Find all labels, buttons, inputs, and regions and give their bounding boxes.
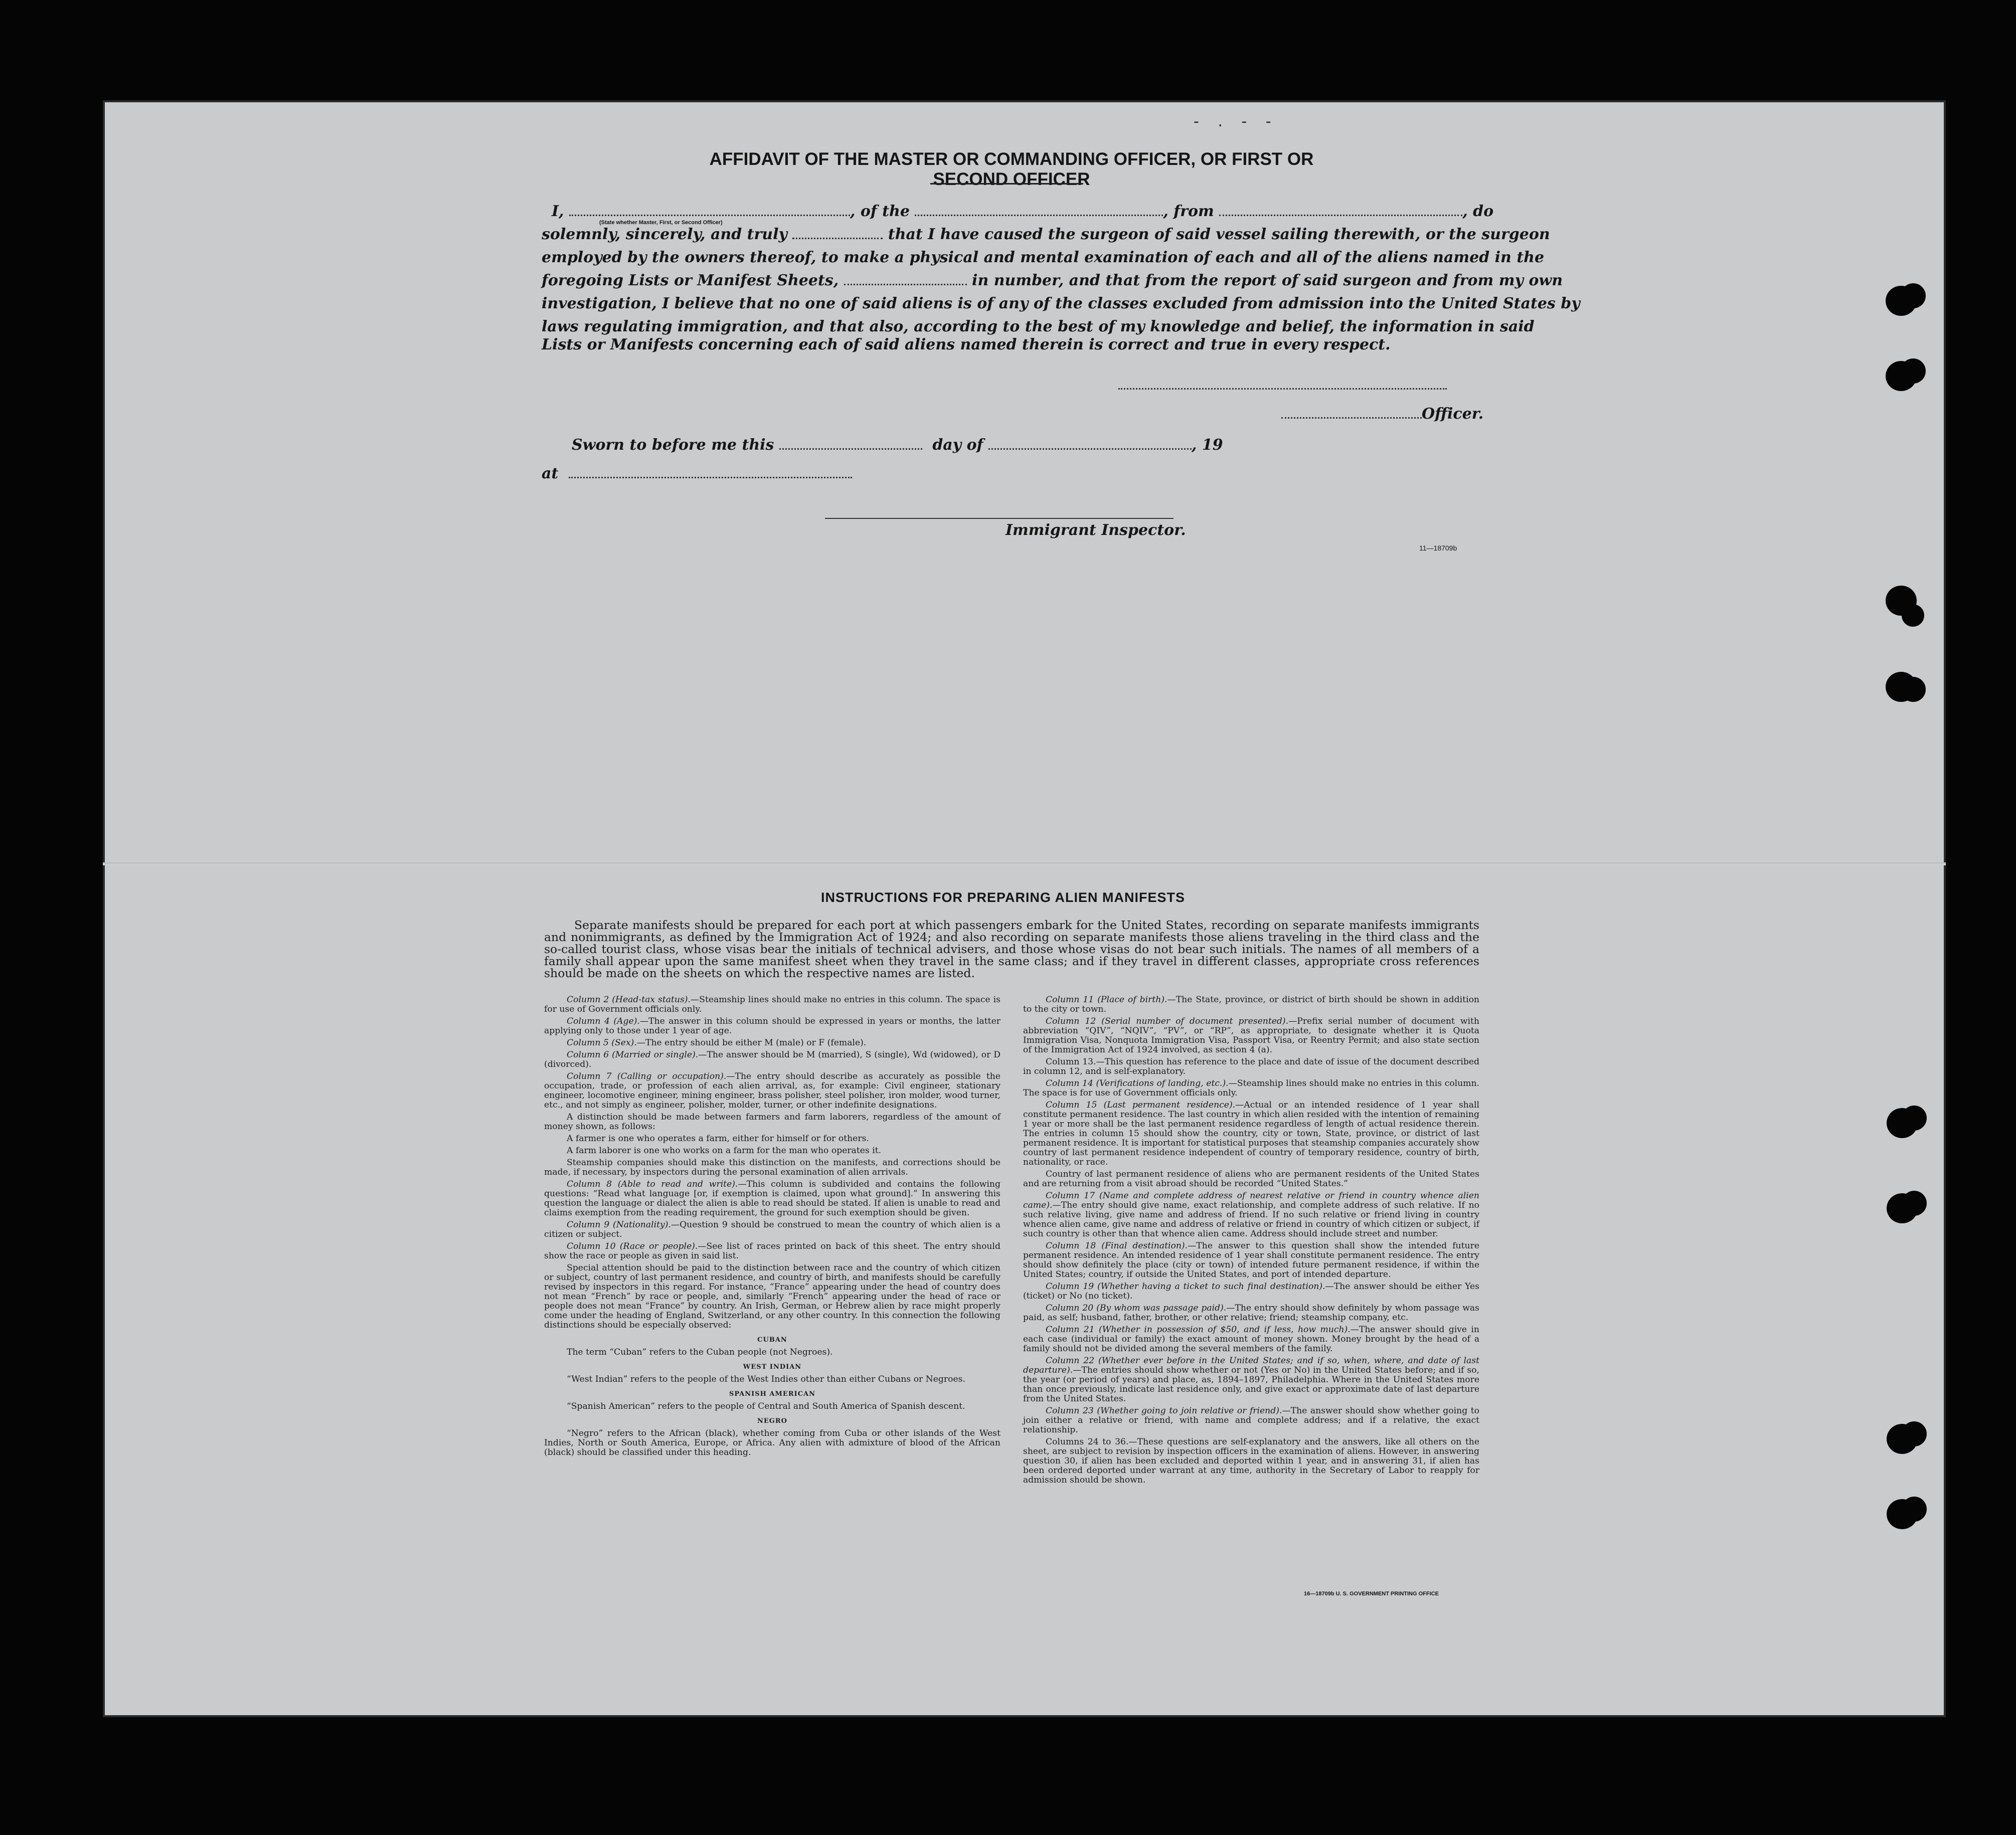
west-indian-heading: WEST INDIAN (743, 1363, 802, 1371)
text: , do (1462, 203, 1494, 220)
text: solemnly, sincerely, and truly (542, 226, 787, 243)
text: Sworn to before me this (572, 436, 774, 454)
officer-signature-field[interactable] (1281, 404, 1422, 419)
cuban-heading: CUBAN (757, 1336, 787, 1344)
printing-office-imprint: 16—18709b U. S. GOVERNMENT PRINTING OFFICE (1304, 1591, 1439, 1597)
column-14-note: Column 14 (Verifications of landing, etc.).—Steamship lines should make no entries in this column. The space is for use of Government officials only. (1023, 1078, 1479, 1098)
sworn-line (572, 435, 1223, 455)
port-field[interactable] (1219, 202, 1462, 216)
vessel-field[interactable] (915, 202, 1163, 216)
column-22-note: Column 22 (Whether ever before in the United States; and if so, when, where, and date of last departure).—The entries should show whether or not (Yes or No) in the United States before; and if so, the year (or period of years) and place, as, 1894–1897, Philadelphia. Where in the United States more than once previously, indicate last residence only, and give exact or approximate date of last departure from the United States. (1023, 1356, 1479, 1404)
column-2-note: Column 2 (Head-tax status).—Steamship lines should make no entries in this column. The space is for use of Government officials only. (544, 995, 1000, 1014)
text: day of (932, 436, 983, 454)
negro-definition: “Negro” refers to the African (black), whether coming from Cuba or other islands of the West Indies, North or South America, Europe, or Africa. Any alien with admixture of blood of the African (black) should be classified under this heading. (544, 1428, 1000, 1457)
sworn-month-field[interactable] (988, 435, 1192, 450)
column-9-note: Column 9 (Nationality).—Question 9 should be construed to mean the country of which alien is a citizen or subject. (544, 1220, 1000, 1239)
affidavit-line-4 (542, 271, 1563, 291)
steamship-note: Steamship companies should make this distinction on the manifests, and corrections should be made, if necessary, by inspectors during the personal examination of alien arrivals. (544, 1158, 1000, 1177)
affidavit-line-7: Lists or Manifests concerning each of said aliens named therein is correct and true in every respect. (542, 336, 1391, 353)
text: , of the (850, 203, 910, 220)
column-12-note: Column 12 (Serial number of document presented).—Prefix serial number of document with abbreviation “QIV”, “NQIV”, “PV”, or “RP”, as appropriate, to designate whether it is Quota Immigration Visa, Nonquota Immigration Visa, Passport Visa, or Reentry Permit; and also state section of the Immigration Act of 1924 involved, as section 4 (a). (1023, 1016, 1480, 1055)
affidavit-line-2 (542, 225, 1550, 245)
spanish-american-heading: SPANISH AMERICAN (729, 1390, 816, 1398)
sworn-day-field[interactable] (779, 435, 922, 450)
officer-rank-caption: (State whether Master, First, or Second Officer) (599, 220, 723, 226)
columns-24-36-note: Columns 24 to 36.—These questions are self-explanatory and the answers, like all others on the sheet, are subject to revision by inspection officers in the examination of aliens. However, in answering question 30, if alien has been excluded and deported within 1 year, and in answering 31, if alien has been ordered deported under warrant at any time, authority in the Secretary of Labor to reapply for admission should be shown. (1023, 1437, 1479, 1485)
affidavit-title: AFFIDAVIT OF THE MASTER OR COMMANDING OFFICER, OR FIRST OR SECOND OFFICER (709, 149, 1314, 189)
instructions-title: INSTRUCTIONS FOR PREPARING ALIEN MANIFESTS (820, 890, 1186, 905)
officer-rank-field[interactable] (569, 202, 850, 216)
affidavit-line-1 (542, 202, 1493, 222)
text: in number, and that from the report of said surgeon and from my own (972, 272, 1563, 289)
column-10-note: Column 10 (Race or people).—See list of races printed on back of this sheet. The entry should show the race or people as given in said list. (544, 1241, 1000, 1261)
affidavit-line-6: laws regulating immigration, and that also, according to the best of my knowledge and belief, the information in said (542, 318, 1535, 335)
special-attention-note: Special attention should be paid to the distinction between race and the country of which citizen or subject, country of last permanent residence, and country of birth, and manifests should be carefully revised by inspectors in this regard. For instance, “France” appearing under the head of country does not mean “French” by race or people, and, similarly “French” appearing under the head of race or people does not mean “France” by country. An Irish, German, or Hebrew alien by race might properly come under the heading of England, Switzerland, or any other country. In this connection the following distinctions should be especially observed: (544, 1263, 1000, 1330)
column-18-note: Column 18 (Final destination).—The answer to this question shall show the intended future permanent residence. An intended residence of 1 year shall constitute permanent residence. The entry should show definitely the place (city or town) of intended future permanent residence, if within the United States; country, if outside the United States, and port of intended departure. (1023, 1241, 1479, 1279)
column-4-note: Column 4 (Age).—The answer in this column should be expressed in years or months, the latter applying only to those under 1 year of age. (544, 1016, 1000, 1036)
instructions-intro: Separate manifests should be prepared for each port at which passengers embark for the United States, recording on separate manifests immigrants and nonimmigrants, as defined by the Immigration Act of 1924; and also recording on separate manifests those aliens traveling in the third class and the so-called tourist class, whose visas bear the initials of technical advisers, and those whose visas do not bear such initials. The names of all members of a family shall appear upon the same manifest sheet when they travel in the same class; and if they travel in different classes, appropriate cross references should be made on the sheets on which the respective names are listed. (544, 918, 1479, 980)
title-rule (930, 183, 1083, 185)
column-21-note: Column 21 (Whether in possession of $50, and if less, how much).—The answer should give in each case (individual or family) the exact amount of money shown. Money brought by the head of a family should not be divided among the several members of the family. (1023, 1325, 1479, 1354)
at-line (542, 464, 852, 484)
affidavit-line-5: investigation, I believe that no one of said aliens is of any of the classes excluded from admission into the United States by (542, 295, 1580, 312)
punch-hole (1901, 358, 1926, 384)
punch-hole (1902, 1497, 1927, 1522)
column-13-note: Column 13.—This question has reference to the place and date of issue of the document described in column 12, and is self-explanatory. (1023, 1057, 1479, 1076)
ink-specks: - . - - (1194, 113, 1278, 130)
inspector-signature-line[interactable] (825, 518, 1173, 519)
number-field[interactable] (844, 271, 967, 285)
punch-hole (1901, 283, 1926, 308)
punch-hole (1902, 1191, 1927, 1216)
officer-signature-line (1281, 404, 1483, 424)
west-indian-definition: “West Indian” refers to the people of the West Indies other than either Cubans or Negroes. (567, 1374, 965, 1384)
signature-line[interactable] (1118, 388, 1447, 390)
affidavit-line-3: employed by the owners thereof, to make a physical and mental examination of each and all of the aliens named in the (542, 249, 1545, 266)
oath-field[interactable] (792, 225, 883, 239)
text: foregoing Lists or Manifest Sheets, (542, 272, 839, 289)
text: , 19 (1192, 436, 1223, 454)
column-11-note: Column 11 (Place of birth).—The State, province, or district of birth should be shown in addition to the city or town. (1023, 995, 1479, 1014)
instructions-right-column (1023, 995, 1479, 1488)
punch-hole (1902, 604, 1924, 627)
column-15-note: Column 15 (Last permanent residence).—Actual or an intended residence of 1 year shall constitute permanent residence. The last country in which alien resided with the intention of remaining 1 year or more shall be the last permanent residence regardless of length of actual residence therein. The entries in column 15 should show the country, city or town, State, province, or district of last permanent residence. It is important for statistical purposes that steamship companies accurately show country of last permanent residence independent of country of temporary residence, country of birth, nationality, or race. (1023, 1100, 1479, 1167)
spanish-american-definition: “Spanish American” refers to the people of Central and South America of Spanish descent. (567, 1401, 965, 1411)
form-number: 11—18709b (1419, 544, 1457, 552)
column-19-note: Column 19 (Whether having a ticket to such final destination).—The answer should be either Yes (ticket) or No (no ticket). (1023, 1281, 1479, 1301)
column-20-note: Column 20 (By whom was passage paid).—The entry should show definitely by whom passage was paid, as self; husband, father, brother, or other relative; friend; steamship company, etc. (1023, 1303, 1479, 1323)
farmer-distinction: A distinction should be made between farmers and farm laborers, regardless of the amount of money shown, as follows: (544, 1112, 1000, 1132)
column-8-note: Column 8 (Able to read and write).—This column is subdivided and contains the following questions: “Read what language [or, if exemption is claimed, upon what ground].” In answering this question the language or dialect the alien is able to read should be stated. If alien is unable to read and claims exemption from the reading requirement, the ground for such exemption should be given. (544, 1179, 1000, 1218)
text: at (542, 465, 559, 482)
punch-hole (1902, 1106, 1927, 1131)
column-5-note: Column 5 (Sex).—The entry should be either M (male) or F (female). (567, 1038, 867, 1048)
column-7-note: Column 7 (Calling or occupation).—The entry should describe as accurately as possible the occupation, trade, or profession of each alien arrival, as, for example: Civil engineer, stationary engineer, locomotive engineer, mining engineer, brass polisher, steel polisher, iron molder, wood turner, etc., and not simply as engineer, polisher, molder, turner, or other indefinite designations. (544, 1071, 1000, 1110)
column-23-note: Column 23 (Whether going to join relative or friend).—The answer should show whether going to join either a relative or friend, with name and complete address; and if a relative, the exact relationship. (1023, 1406, 1480, 1435)
punch-hole (1901, 677, 1926, 702)
negro-heading: NEGRO (757, 1417, 788, 1425)
farmer-definition: A farmer is one who operates a farm, either for himself or for others. (567, 1134, 869, 1144)
inspector-label: Immigrant Inspector. (1005, 521, 1186, 539)
column-17-note: Column 17 (Name and complete address of nearest relative or friend in country whence alien came).—The entry should give name, exact relationship, and complete address of such relative. If no such relative living, give name and address of friend. If no such relative or friend living in country whence alien came, give name and address of relative or friend in country of which citizen or subject, if such country is other than that whence alien came. Address should include street and number. (1023, 1191, 1479, 1239)
country-residence-note: Country of last permanent residence of aliens who are permanent residents of the United States and are returning from a visit abroad should be recorded “United States.” (1023, 1169, 1479, 1189)
instructions-left-column (544, 995, 1000, 1460)
place-field[interactable] (569, 464, 852, 478)
text: that I have caused the surgeon of said vessel sailing therewith, or the surgeon (888, 226, 1550, 243)
text: I, (552, 203, 564, 220)
punch-hole (1902, 1421, 1927, 1446)
officer-label: Officer. (1422, 405, 1484, 423)
cuban-definition: The term “Cuban” refers to the Cuban people (not Negroes). (567, 1347, 833, 1357)
column-6-note: Column 6 (Married or single).—The answer should be M (married), S (single), Wd (widowed), or D (divorced). (544, 1050, 1000, 1069)
laborer-definition: A farm laborer is one who works on a farm for the man who operates it. (567, 1146, 882, 1156)
text: , from (1163, 203, 1214, 220)
